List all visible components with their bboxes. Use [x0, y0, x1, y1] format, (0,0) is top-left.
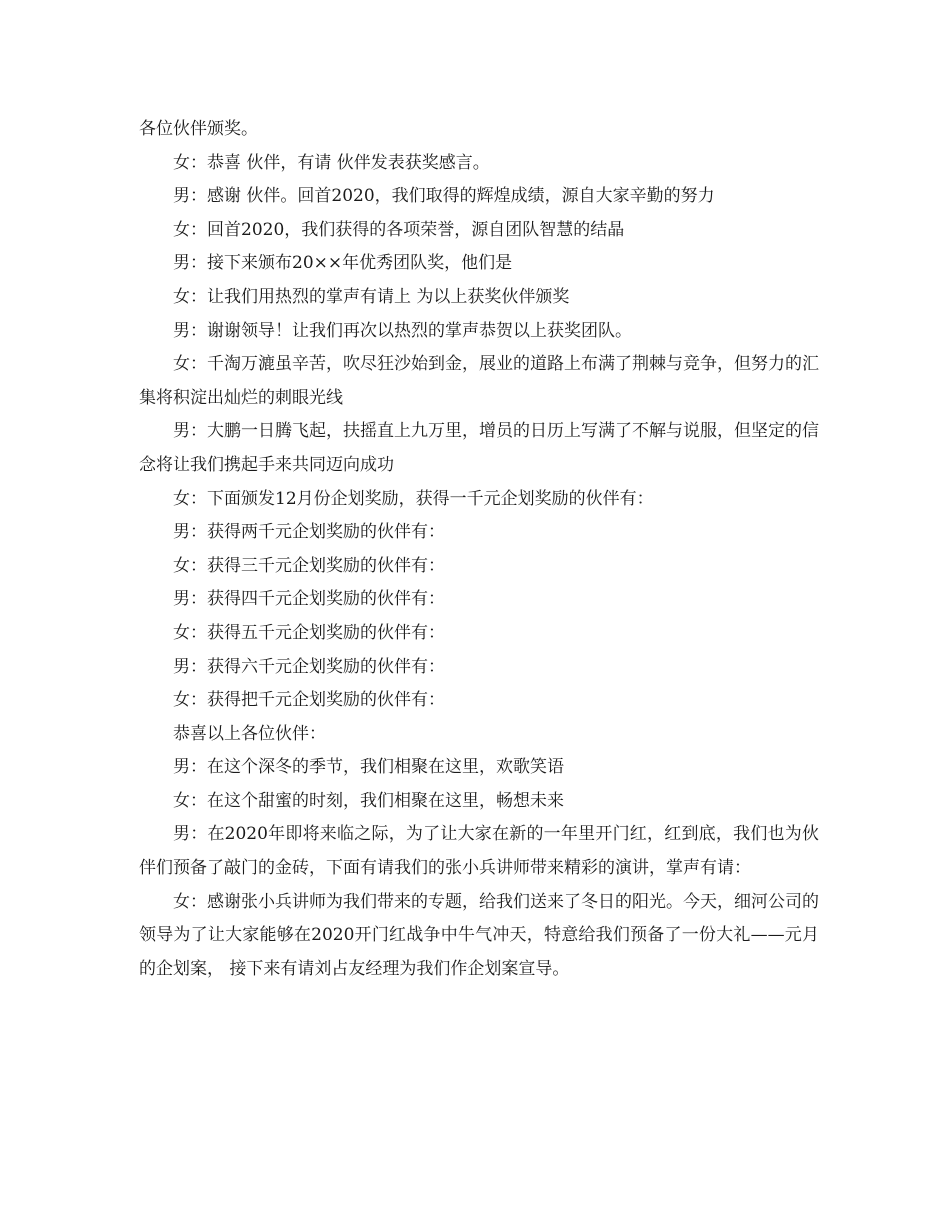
paragraph: 各位伙伴颁奖。: [139, 119, 258, 139]
paragraph: 女：千淘万漉虽辛苦，吹尽狂沙始到金，展业的道路上布满了荆棘与竞争，但努力的汇集将积淀出灿烂的刺眼光线: [139, 354, 819, 408]
paragraph: 男：在这个深冬的季节，我们相聚在这里，欢歌笑语: [173, 757, 564, 778]
paragraph: 男：接下来颁布20××年优秀团队奖，他们是: [173, 253, 513, 274]
paragraph: 女：获得三千元企划奖励的伙伴有：: [173, 555, 445, 576]
paragraph: 男：获得六千元企划奖励的伙伴有：: [173, 656, 445, 677]
paragraph: 女：在这个甜蜜的时刻，我们相聚在这里，畅想未来: [173, 790, 564, 811]
paragraph: 女：下面颁发12月份企划奖励，获得一千元企划奖励的伙伴有：: [173, 488, 654, 509]
paragraph: 女：恭喜 伙伴，有请 伙伴发表获奖感言。: [173, 152, 490, 173]
paragraph: 女：让我们用热烈的掌声有请上 为以上获奖伙伴颁奖: [173, 286, 570, 307]
paragraph: 恭喜以上各位伙伴：: [173, 723, 326, 744]
paragraph: 男：获得两千元企划奖励的伙伴有：: [173, 522, 445, 543]
paragraph: 男：大鹏一日腾飞起，扶摇直上九万里，增员的日历上写满了不解与说服，但坚定的信念将让我们携起手来共同迈向成功: [139, 421, 819, 475]
paragraph: 男：在2020年即将来临之际，为了让大家在新的一年里开门红，红到底，我们也为伙伴们预备了敲门的金砖，下面有请我们的张小兵讲师带来精彩的演讲，掌声有请：: [139, 824, 819, 879]
paragraph: 女：回首2020，我们获得的各项荣誉，源自团队智慧的结晶: [173, 219, 625, 240]
document-body: [139, 113, 819, 986]
paragraph: 女：获得五千元企划奖励的伙伴有：: [173, 622, 445, 643]
paragraph: 女：感谢张小兵讲师为我们带来的专题，给我们送来了冬日的阳光。今天，细河公司的领导为了让大家能够在2020开门红战争中牛气冲天，特意给我们预备了一份大礼——元月的企划案， 接下来有请刘占友经理为我们作企划案宣导。: [139, 891, 819, 979]
paragraph: 男：谢谢领导！让我们再次以热烈的掌声恭贺以上获奖团队。: [173, 320, 632, 341]
paragraph: 女：获得把千元企划奖励的伙伴有：: [173, 690, 445, 711]
paragraph: 男：感谢 伙伴。回首2020，我们取得的辉煌成绩，源自大家辛勤的努力: [173, 186, 715, 207]
paragraph: 男：获得四千元企划奖励的伙伴有：: [173, 589, 445, 610]
